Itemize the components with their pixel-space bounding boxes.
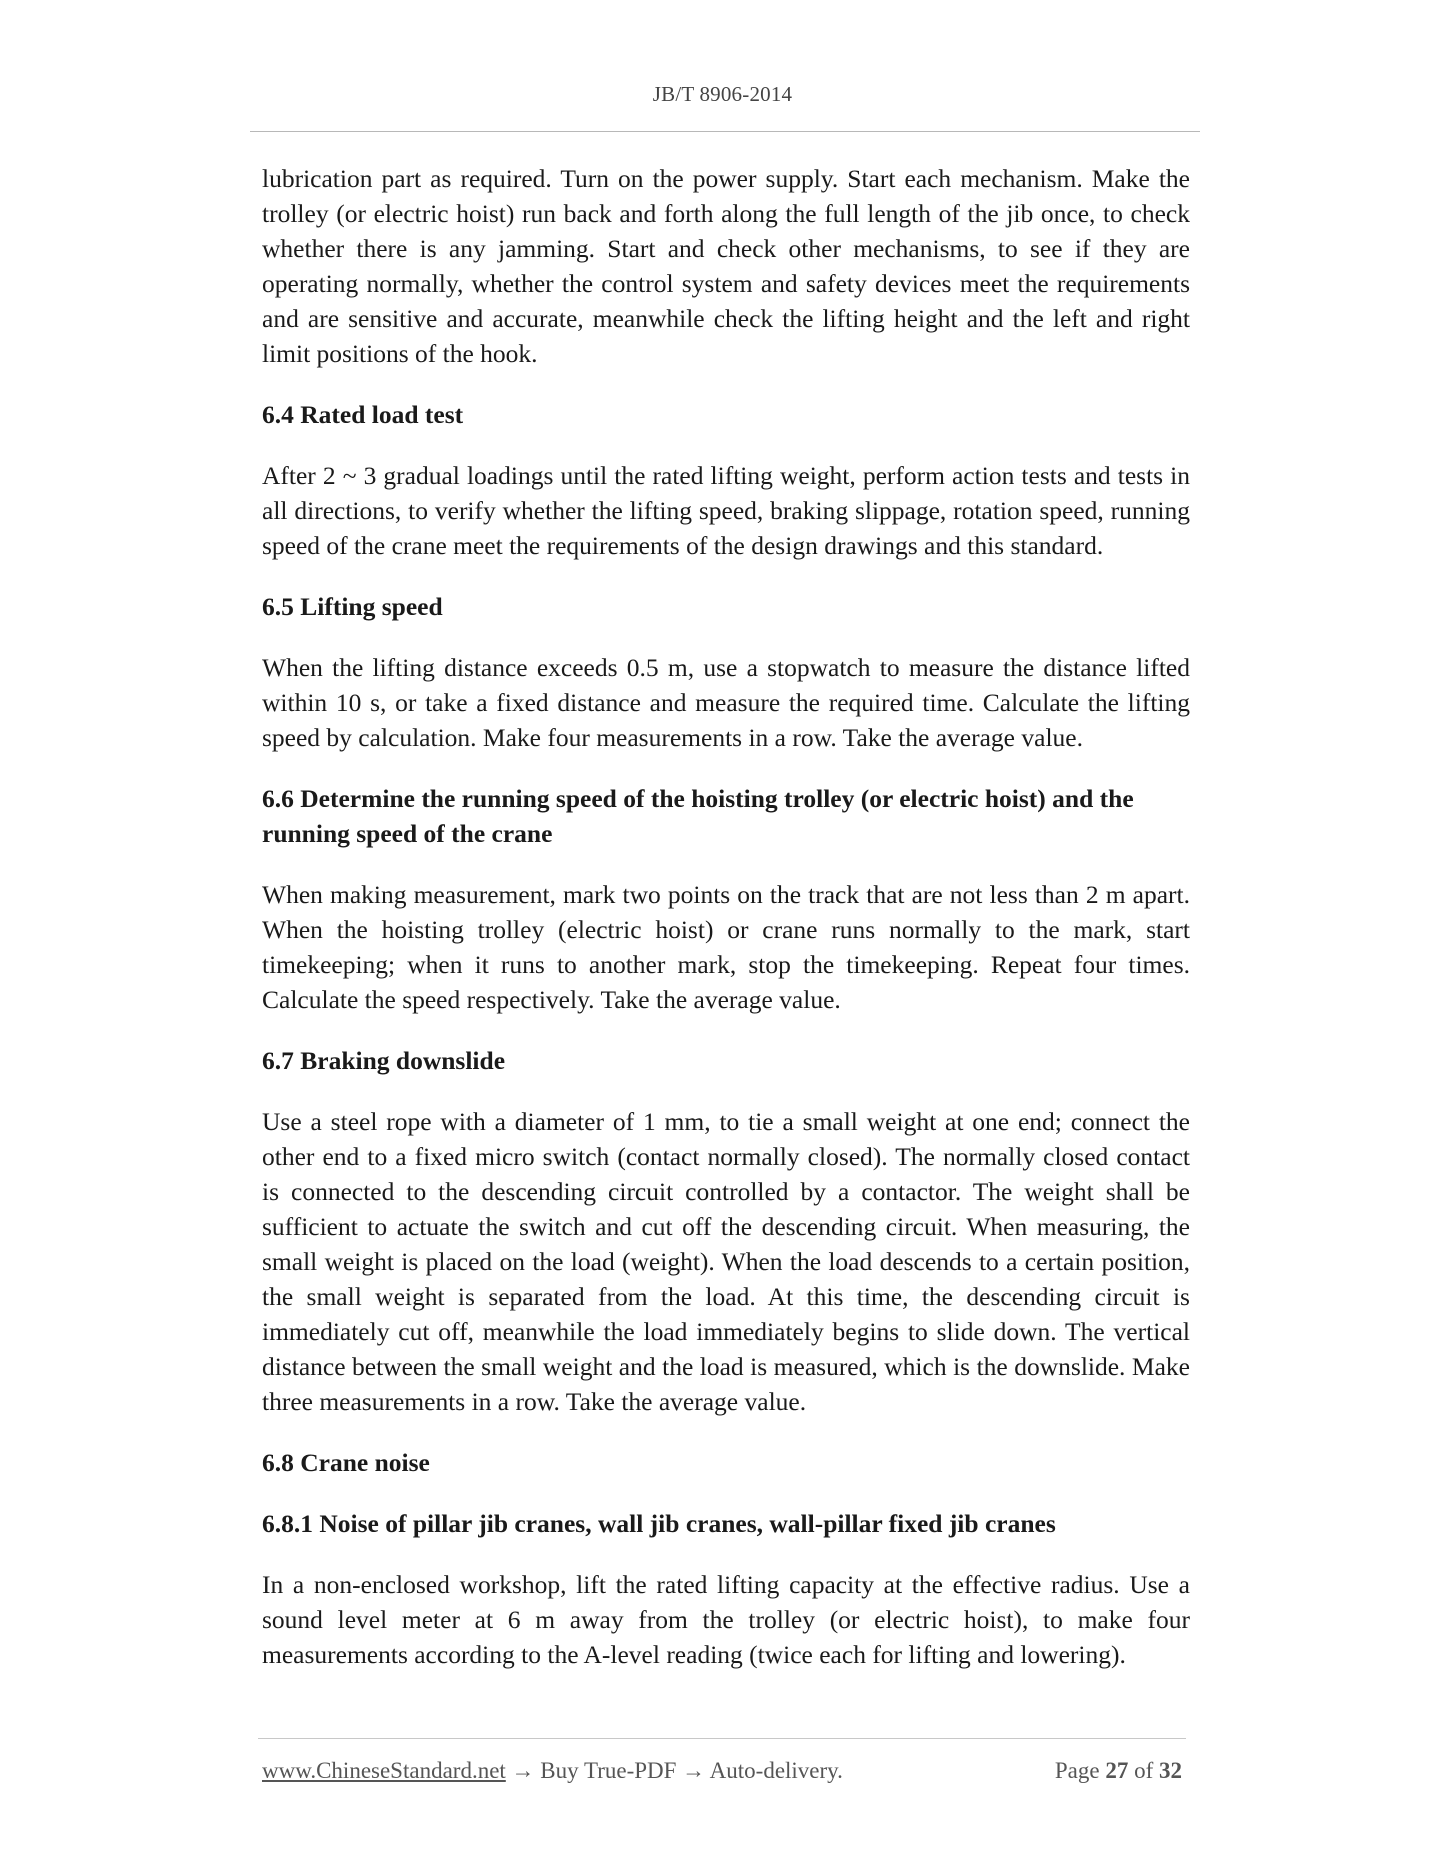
page-label: Page [1054, 1758, 1100, 1783]
footer-divider [258, 1738, 1186, 1739]
paragraph-6-5: When the lifting distance exceeds 0.5 m, use a stopwatch to measure the distance lifted within 10 s, or take a fixed distance and measure the required time. Calculate the lifting speed by calculation. Make four measurements in a row. Take the average value. [262, 653, 1190, 752]
page-total: 32 [1159, 1758, 1182, 1783]
page-indicator [1055, 1758, 1182, 1784]
footer-promo [262, 1758, 843, 1784]
section-heading-6-7: 6.7 Braking downslide [262, 1046, 506, 1075]
paragraph-6-8-1: In a non-enclosed workshop, lift the rated lifting capacity at the effective radius. Use a sound level meter at 6 m away from the trolley (or electric hoist), to make four measurements according to the A-level reading (twice each for lifting and lowering). [262, 1570, 1190, 1669]
header-divider [250, 131, 1200, 132]
of-label: of [1134, 1758, 1154, 1783]
paragraph-6-6: When making measurement, mark two points on the track that are not less than 2 m apart. When the hoisting trolley (electric hoist) or crane runs normally to the mark, start timekeeping; when it runs to another mark, stop the timekeeping. Repeat four times. Calculate the speed respectively. Take the average value. [262, 880, 1190, 1014]
section-heading-6-4: 6.4 Rated load test [262, 400, 464, 429]
website-link[interactable]: www.ChineseStandard.net [262, 1758, 506, 1783]
paragraph-6-4: After 2 ~ 3 gradual loadings until the rated lifting weight, perform action tests and tests in all directions, to verify whether the lifting speed, braking slippage, rotation speed, running speed of the crane meet the requirements of the design drawings and this standard. [262, 461, 1190, 560]
paragraph-continued: lubrication part as required. Turn on the power supply. Start each mechanism. Make the trolley (or electric hoist) run back and forth along the full length of the jib once, to check whether there is any jamming. Start and check other mechanisms, to see if they are operating normally, whether the control system and safety devices meet the requirements and are sensitive and accurate, meanwhile check the lifting height and the left and right limit positions of the hook. [262, 164, 1190, 368]
paragraph-6-7: Use a steel rope with a diameter of 1 mm, to tie a small weight at one end; connect the other end to a fixed micro switch (contact normally closed). The normally closed contact is connected to the descending circuit controlled by a contactor. The weight shall be sufficient to actuate the switch and cut off the descending circuit. When measuring, the small weight is placed on the load (weight). When the load descends to a certain position, the small weight is separated from the load. At this time, the descending circuit is immediately cut off, meanwhile the load immediately begins to slide down. The vertical distance between the small weight and the load is measured, which is the downslide. Make three measurements in a row. Take the average value. [262, 1107, 1190, 1416]
section-heading-6-8-1: 6.8.1 Noise of pillar jib cranes, wall jib cranes, wall-pillar fixed jib cranes [262, 1509, 1056, 1538]
page-footer [262, 1758, 1182, 1784]
document-body [262, 161, 1190, 1672]
running-header: JB/T 8906-2014 [652, 82, 793, 106]
section-heading-6-8: 6.8 Crane noise [262, 1448, 430, 1477]
section-heading-6-5: 6.5 Lifting speed [262, 592, 443, 621]
section-heading-6-6: 6.6 Determine the running speed of the hoisting trolley (or electric hoist) and the running speed of the crane [262, 784, 1134, 848]
footer-promo-text: → Buy True-PDF → Auto-delivery. [505, 1758, 843, 1783]
page-current: 27 [1105, 1758, 1129, 1783]
